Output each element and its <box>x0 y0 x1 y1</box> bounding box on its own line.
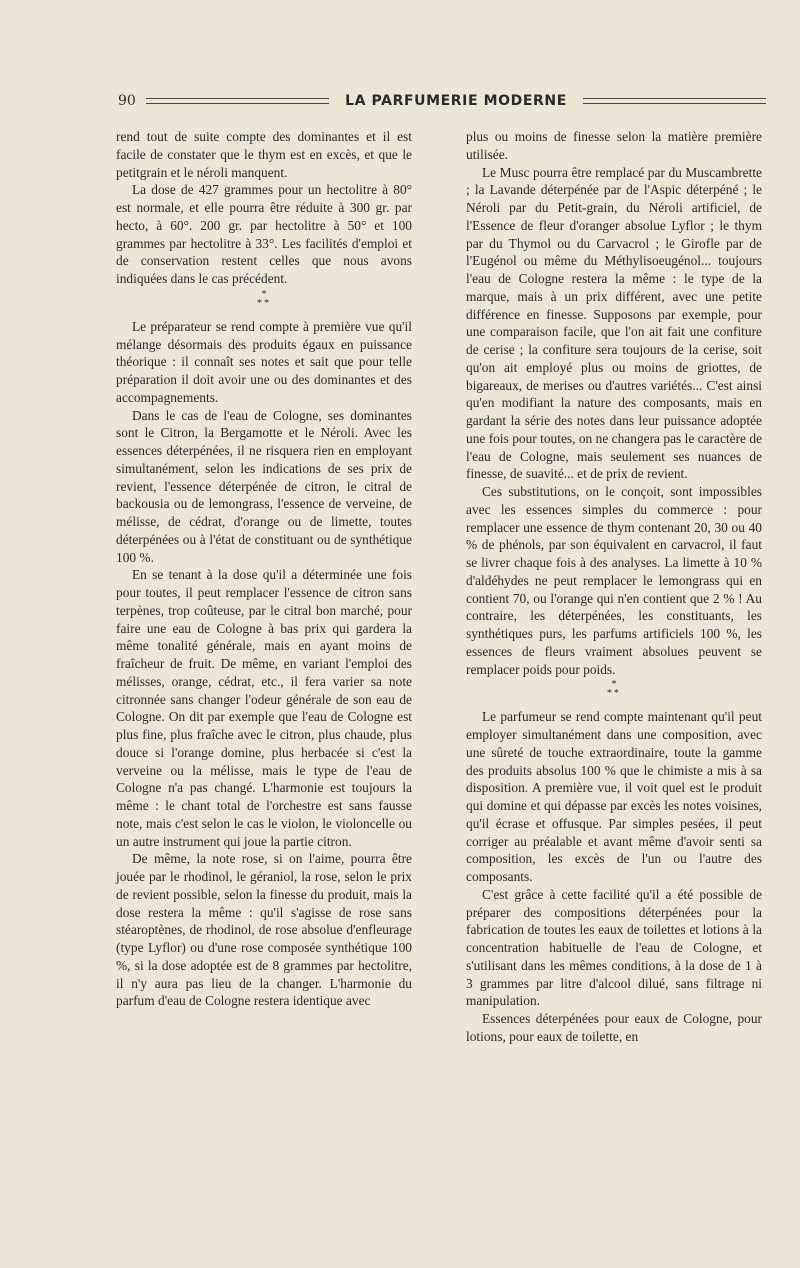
paragraph: De même, la note rose, si on l'aime, pourra être jouée par le rhodinol, le géraniol, la rose, selon le prix de revient possible, selon la finesse du produit, mais la dose restera la même : qu'il s'agisse de rose sans stéaroptènes, de rhodinol, de rose absolue d'enfleurage (type Lyflor) ou d'une rose composée synthétique 100 %, si la dose adoptée est de 8 grammes par hectolitre, il n'y aura pas lieu de la changer. L'harmonie du parfum d'eau de Cologne restera identique avec <box>116 851 412 1009</box>
header-rule-right <box>583 98 766 104</box>
page-header <box>118 90 766 112</box>
right-column <box>466 128 762 1046</box>
paragraph: Le parfumeur se rend compte maintenant qu'il peut employer simultanément dans une composition, avec une sûreté de touche extraordinaire, toute la gamme des produits absolus 100 % que le chimiste a mis à sa disposition. A première vue, il voit quel est le produit qui domine et qui dépasse par excès les notes voisines, qu'il écrase et offusque. Par simples pesées, il peut corriger au préalable et avant même d'avoir senti sa composition, les excès de l'un ou l'autre des composants. <box>466 709 762 884</box>
paragraph: Le préparateur se rend compte à première vue qu'il mélange désormais des produits égaux en puissance théorique : il connaît ses notes et sait que pour telle préparation il doit avoir une ou des dominantes et des accompagnements. <box>116 318 412 405</box>
asterism-separator: * ** <box>257 288 271 309</box>
page-number: 90 <box>118 93 136 109</box>
paragraph: Ces substitutions, on le conçoit, sont impossibles avec les essences simples du commerce : pour remplacer une essence de thym contenant 20, 30 ou 40 % de phénols, par son équivalent en carvacrol, il faut se livrer chaque fois à des analyses. La limette à 10 % d'aldéhydes ne peut remplacer le lemongrass qui en contient 70, ou l'orange qui n'en contient que 2 % ! Au contraire, les déterpénées, les constituants, les synthétiques purs, les parfums artificiels 100 %, les essences de fleurs vraiment absolues peuvent se remplacer poids pour poids. <box>466 484 762 677</box>
paragraph: Le Musc pourra être remplacé par du Muscambrette ; la Lavande déterpénée par de l'Aspic déterpéné ; le Néroli par du Petit-grain, du Néroli artificiel, de l'Essence de fleur d'oranger absolue Lyflor ; le thym par du Thymol ou du Carvacrol ; le Girofle par de l'Eugénol ou même du Méthylisoeugénol... toujours l'eau de Cologne restera la même : le type de la marque, mais à un prix différent, avec une petite différence en finesse. Supposons par exemple, pour une comparaison facile, que l'on ait fait une confiture de cerise ; la confiture sera toujours de la cerise, soit qu'on ait employé plus ou moins de griottes, de bigareaux, de merises ou d'autres variétés... C'est ainsi qu'en modifiant la nature des composants, mais en gardant la série des notes dans leur puissance adoptée une fois pour toutes, on ne changera pas le caractère de l'eau de Cologne, mais seulement ses nuances de finesse, de suavité... et de prix de revient. <box>466 164 762 482</box>
asterism-separator: * ** <box>607 679 621 700</box>
header-rule-left <box>146 98 329 104</box>
paragraph: Dans le cas de l'eau de Cologne, ses dominantes sont le Citron, la Bergamotte et le Néroli. Avec les essences déterpénées, il ne risquera rien en employant simultanément, selon les indications de ses prix de revient, l'essence déterpénée de citron, le citral de backousia ou de lemongrass, l'essence de verveine, de mélisse, de cédrat, d'orange ou de limette, toutes déterpénées ou à l'état de constituant ou de synthétique 100 %. <box>116 407 412 565</box>
running-title: LA PARFUMERIE MODERNE <box>345 93 567 109</box>
paragraph: En se tenant à la dose qu'il a déterminée une fois pour toutes, il peut remplacer l'essence de citron sans terpènes, trop coûteuse, par le citral bon marché, pour faire une eau de Cologne à bas prix qui gardera la même tonalité générale, mais en ayant moins de fraîcheur de fruit. De même, en variant l'emploi des mélisses, orange, cédrat, etc., il fera varier sa note citronnée sans changer l'odeur générale de son eau de Cologne. On dit par exemple que l'eau de Cologne est plus fine, plus fraîche avec le citron, plus chaude, plus douce si l'orange domine, plus herbacée si c'est la verveine ou la mélisse, mais le type de l'eau de Cologne n'a pas changé. L'harmonie est toujours la même : le chant total de l'orchestre est sans fausse note, mais c'est selon le cas le violon, le violoncelle ou un autre instrument qui joue la partie citron. <box>116 567 412 849</box>
left-column <box>116 128 412 1010</box>
paragraph: rend tout de suite compte des dominantes et il est facile de constater que le thym est en excès, et que le petitgrain et le néroli manquent. <box>116 129 412 180</box>
paragraph: plus ou moins de finesse selon la matière première utilisée. <box>466 129 762 162</box>
paragraph: C'est grâce à cette facilité qu'il a été possible de préparer des compositions déterpénées pour la fabrication de toutes les eaux de toilettes et lotions à la concentration habituelle de l'eau de Cologne, et s'utilisant dans les mêmes conditions, à la dose de 1 à 3 grammes par litre d'alcool dilué, sans filtrage ni manipulation. <box>466 886 762 1009</box>
paragraph: La dose de 427 grammes pour un hectolitre à 80° est normale, et elle pourra être réduite à 300 gr. par hecto, à 60°. 200 gr. par hectolitre à 50° et 100 grammes par hectolitre à 33°. Les facilités d'emploi et de conservation restent celles que nous avons indiquées dans le cas précédent. <box>116 182 412 286</box>
paragraph: Essences déterpénées pour eaux de Cologne, pour lotions, pour eaux de toilette, en <box>466 1011 762 1044</box>
